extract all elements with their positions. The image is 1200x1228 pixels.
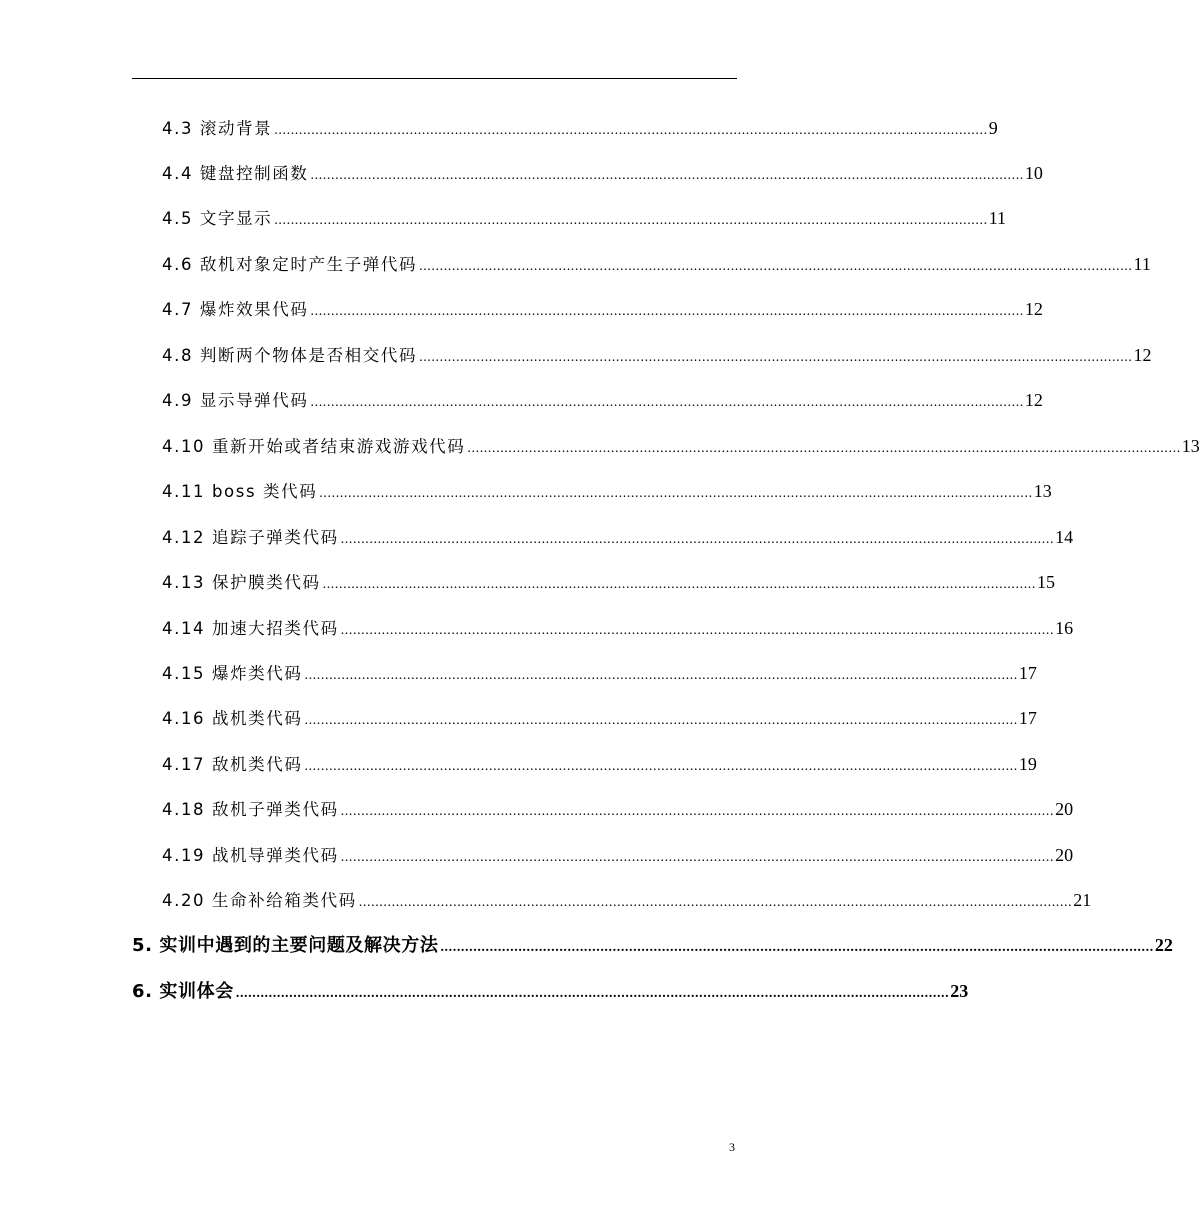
toc-entry-title: 4.10 重新开始或者结束游戏游戏代码 bbox=[162, 437, 466, 456]
toc-entry-title: 4.17 敌机类代码 bbox=[162, 755, 303, 774]
toc-dot-leader: .............................................................................................................................................................................. bbox=[340, 850, 1055, 865]
header-rule bbox=[132, 78, 737, 79]
toc-dot-leader: .............................................................................................................................................................................. bbox=[440, 940, 1154, 955]
toc-entry-title: 4.16 战机类代码 bbox=[162, 709, 303, 728]
toc-entry-chapter[interactable] bbox=[132, 978, 969, 1004]
toc-dot-leader: .............................................................................................................................................................................. bbox=[310, 168, 1024, 183]
toc-entry[interactable] bbox=[162, 615, 1074, 641]
toc-entry[interactable] bbox=[162, 433, 1200, 459]
toc-entry-page: 10 bbox=[1024, 163, 1043, 183]
toc-entry-chapter[interactable] bbox=[132, 932, 1173, 958]
toc-dot-leader: .............................................................................................................................................................................. bbox=[419, 259, 1133, 274]
toc-entry-page: 14 bbox=[1055, 527, 1074, 547]
toc-entry-page: 13 bbox=[1033, 481, 1052, 501]
toc-entry-title: 4.5 文字显示 bbox=[162, 209, 273, 228]
toc-entry[interactable] bbox=[162, 796, 1074, 822]
toc-dot-leader: .............................................................................................................................................................................. bbox=[310, 395, 1024, 410]
toc-entry[interactable] bbox=[162, 478, 1052, 504]
toc-dot-leader: .............................................................................................................................................................................. bbox=[304, 668, 1018, 683]
toc-entry[interactable] bbox=[162, 524, 1074, 550]
toc-entry-title: 4.19 战机导弹类代码 bbox=[162, 846, 339, 865]
toc-dot-leader: .............................................................................................................................................................................. bbox=[467, 441, 1181, 456]
toc-entry-title: 4.13 保护膜类代码 bbox=[162, 573, 321, 592]
toc-dot-leader: .............................................................................................................................................................................. bbox=[358, 895, 1073, 910]
toc-entry-title: 4.7 爆炸效果代码 bbox=[162, 300, 309, 319]
toc-entry-page: 20 bbox=[1055, 799, 1074, 819]
toc-entry-page: 22 bbox=[1154, 935, 1173, 955]
toc-entry-title: 4.20 生命补给箱类代码 bbox=[162, 891, 357, 910]
toc-entry-page: 12 bbox=[1024, 299, 1043, 319]
toc-entry-page: 20 bbox=[1055, 845, 1074, 865]
toc-dot-leader: .............................................................................................................................................................................. bbox=[304, 713, 1018, 728]
toc-entry-page: 13 bbox=[1181, 436, 1200, 456]
toc-entry-title: 6. 实训体会 bbox=[132, 981, 234, 1002]
toc-entry-page: 17 bbox=[1018, 708, 1037, 728]
toc-entry[interactable] bbox=[162, 115, 998, 141]
toc-entry-page: 12 bbox=[1133, 345, 1152, 365]
toc-entry-page: 16 bbox=[1055, 618, 1074, 638]
toc-entry[interactable] bbox=[162, 887, 1092, 913]
toc-entry-title: 4.14 加速大招类代码 bbox=[162, 619, 339, 638]
toc-entry[interactable] bbox=[162, 842, 1074, 868]
toc-entry-page: 11 bbox=[988, 208, 1007, 228]
toc-entry[interactable] bbox=[162, 569, 1055, 595]
toc-entry-page: 19 bbox=[1018, 754, 1037, 774]
toc-entry[interactable] bbox=[162, 296, 1043, 322]
toc-entry-title: 4.6 敌机对象定时产生子弹代码 bbox=[162, 255, 418, 274]
toc-dot-leader: .............................................................................................................................................................................. bbox=[319, 486, 1033, 501]
toc-dot-leader: .............................................................................................................................................................................. bbox=[235, 986, 950, 1001]
toc-entry-title: 4.15 爆炸类代码 bbox=[162, 664, 303, 683]
toc-dot-leader: .............................................................................................................................................................................. bbox=[274, 123, 988, 138]
page-number: 3 bbox=[729, 1140, 735, 1154]
toc-entry-page: 15 bbox=[1037, 572, 1055, 592]
toc-dot-leader: .............................................................................................................................................................................. bbox=[322, 577, 1036, 592]
toc-entry-page: 9 bbox=[988, 118, 998, 138]
toc-dot-leader: .............................................................................................................................................................................. bbox=[419, 350, 1133, 365]
toc-entry[interactable] bbox=[162, 205, 1007, 231]
toc-entry-title: 4.11 boss 类代码 bbox=[162, 482, 318, 501]
toc-dot-leader: .............................................................................................................................................................................. bbox=[310, 304, 1024, 319]
toc-dot-leader: .............................................................................................................................................................................. bbox=[304, 759, 1018, 774]
toc-dot-leader: .............................................................................................................................................................................. bbox=[340, 623, 1055, 638]
toc-entry-page: 12 bbox=[1024, 390, 1043, 410]
toc-entry[interactable] bbox=[162, 342, 1152, 368]
toc-entry[interactable] bbox=[162, 751, 1037, 777]
toc-entry-title: 4.9 显示导弹代码 bbox=[162, 391, 309, 410]
toc-entry[interactable] bbox=[162, 387, 1043, 413]
toc-entry-page: 11 bbox=[1133, 254, 1151, 274]
toc-entry-title: 4.12 追踪子弹类代码 bbox=[162, 528, 339, 547]
toc-entry[interactable] bbox=[162, 660, 1037, 686]
toc-entry-page: 21 bbox=[1073, 890, 1092, 910]
toc-entry-title: 4.3 滚动背景 bbox=[162, 119, 273, 138]
toc-dot-leader: .............................................................................................................................................................................. bbox=[274, 213, 988, 228]
toc-entry[interactable] bbox=[162, 705, 1037, 731]
toc-entry-title: 4.4 键盘控制函数 bbox=[162, 164, 309, 183]
toc-dot-leader: .............................................................................................................................................................................. bbox=[340, 532, 1055, 547]
toc-entry-page: 17 bbox=[1018, 663, 1037, 683]
toc-entry-title: 5. 实训中遇到的主要问题及解决方法 bbox=[132, 935, 439, 956]
toc-entry[interactable] bbox=[162, 160, 1043, 186]
toc-entry[interactable] bbox=[162, 251, 1151, 277]
toc-entry-page: 23 bbox=[950, 981, 969, 1001]
toc-dot-leader: .............................................................................................................................................................................. bbox=[340, 804, 1055, 819]
toc-entry-title: 4.18 敌机子弹类代码 bbox=[162, 800, 339, 819]
toc-entry-title: 4.8 判断两个物体是否相交代码 bbox=[162, 346, 418, 365]
